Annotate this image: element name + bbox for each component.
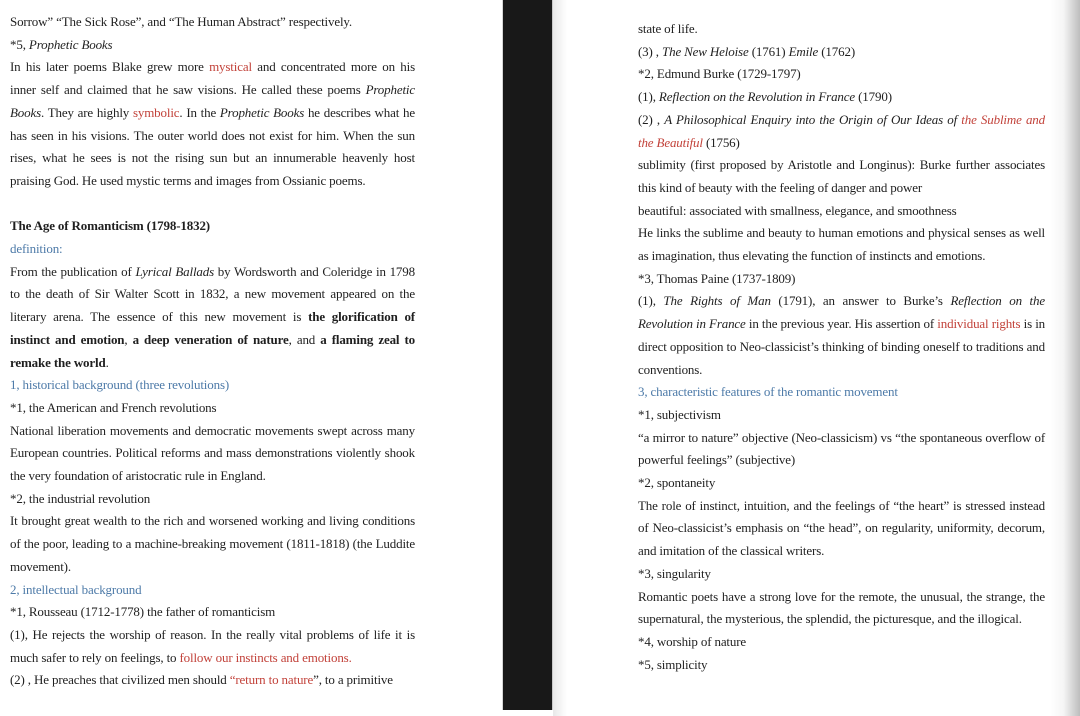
text-segment: (2) , <box>638 111 665 127</box>
text-segment: The role of instinct, intuition, and the feelings of “the heart” is stressed instead of Neo-classicist’s emphasis on “the head”, on regularity, uniformity, decorum, and imitation of the classical writers. <box>638 497 1045 559</box>
paragraph <box>638 472 1045 495</box>
text-segment-blue: definition: <box>10 241 63 257</box>
text-segment: *1, Rousseau (1712-1778) the father of romanticism <box>10 604 276 620</box>
text-segment-i: Prophetic Books <box>28 36 113 52</box>
paragraph <box>638 109 1045 154</box>
text-segment: In his later poems Blake grew more <box>10 59 210 75</box>
text-segment: “a mirror to nature” objective (Neo-classicism) vs “the spontaneous overflow of powerful feelings” (subjective) <box>638 429 1045 468</box>
paragraph <box>10 56 415 192</box>
paragraph <box>638 631 1045 654</box>
spine-edge-shadow <box>553 0 567 716</box>
text-segment: state of life. <box>638 21 698 36</box>
text-segment: He links the sublime and beauty to human emotions and physical senses as well as imagination, thus elevating the function of instincts and emotions. <box>638 225 1045 264</box>
text-segment-i: Prophetic Books <box>10 82 415 120</box>
text-segment: (1), <box>638 293 664 309</box>
paragraph <box>638 268 1045 291</box>
text-segment-r: “return to nature <box>229 672 314 688</box>
text-segment: , <box>124 331 133 347</box>
text-segment-i: Emile <box>788 43 819 59</box>
text-segment: he describes what he has seen in his visions. The outer world does not exist for him. When the sun rises, what he sees is not the rising sun but an innumerable heavenly host praising God. He used mystic terms and images from Ossianic poems. <box>10 104 415 188</box>
text-segment-i: Reflection on the Revolution in France <box>638 293 1045 332</box>
paragraph <box>638 86 1045 109</box>
text-segment: *1, the American and French revolutions <box>10 399 217 415</box>
text-segment: . In the <box>179 104 220 120</box>
text-segment-b: the glorification of instinct and emotion <box>10 309 415 347</box>
paragraph <box>638 41 1045 64</box>
text-segment: Sorrow” “The Sick Rose”, and “The Human Abstract” respectively. <box>10 14 353 29</box>
text-segment: *2, spontaneity <box>638 475 716 491</box>
text-segment: . <box>105 354 109 370</box>
text-segment: ”, to a primitive <box>313 672 393 688</box>
text-segment: is in direct opposition to Neo-classicist’s thinking of binding oneself to traditions and conventions. <box>638 316 1046 377</box>
text-segment: beautiful: associated with smallness, elegance, and smoothness <box>638 202 957 218</box>
text-segment-b: The Age of Romanticism (1798-1832) <box>10 218 210 234</box>
text-segment-b: a deep veneration of nature <box>132 331 289 347</box>
book-spine-divider <box>502 0 553 710</box>
text-segment: National liberation movements and democratic movements swept across many European countries. Political reforms and mass demonstrations violently shook the very foundation of aristocratic rule in England. <box>10 422 415 484</box>
paragraph <box>10 397 415 420</box>
paragraph <box>10 11 415 34</box>
paragraph <box>638 381 1045 404</box>
right-page <box>553 0 1080 716</box>
text-segment: Romantic poets have a strong love for the remote, the unusual, the strange, the supernatural, the mysterious, the splendid, the picturesque, and the illogical. <box>638 588 1045 627</box>
paragraph <box>10 488 415 511</box>
text-segment: (1761) <box>748 43 789 59</box>
text-segment-i: The New Heloise <box>662 43 749 59</box>
page-curl-shadow <box>1050 0 1080 716</box>
paragraph <box>10 238 415 261</box>
text-segment: , and <box>288 331 321 347</box>
text-segment: *4, worship of nature <box>638 633 747 649</box>
text-segment: *2, the industrial revolution <box>10 490 151 506</box>
text-segment: (1790) <box>855 89 892 105</box>
text-segment-r: follow our instincts and emotions. <box>179 649 352 665</box>
left-page <box>0 0 502 716</box>
text-segment: (1762) <box>818 43 855 59</box>
paragraph <box>638 495 1045 563</box>
text-segment: *3, singularity <box>638 565 711 581</box>
text-segment: by Wordsworth and Coleridge in 1798 to the death of Sir Walter Scott in 1832, a new movement appeared on the literary arena. The essence of this new movement is <box>10 263 415 325</box>
text-segment-i: A Philosophical Enquiry into the Origin of Our Ideas of <box>664 111 962 127</box>
text-segment-i: Prophetic Books <box>219 104 305 120</box>
paragraph <box>10 510 415 578</box>
text-segment: (2) , He preaches that civilized men should <box>10 672 230 688</box>
text-segment: sublimity (first proposed by Aristotle and Longinus): Burke further associates this kind of beauty with the feeling of danger and power <box>638 157 1045 195</box>
paragraph <box>10 261 415 375</box>
paragraph <box>638 200 1045 223</box>
paragraph <box>10 624 415 669</box>
text-segment-r: individual rights <box>937 316 1021 332</box>
text-segment-blue: 3, characteristic features of the romantic movement <box>638 384 898 400</box>
text-segment: (1), He rejects the worship of reason. In the really vital problems of life it is much safer to rely on feelings, to <box>10 626 415 665</box>
paragraph-gap <box>10 193 415 216</box>
text-segment-r: mystical <box>209 59 252 75</box>
paragraph <box>638 563 1045 586</box>
paragraph <box>10 374 415 397</box>
text-segment: (1), <box>638 89 659 105</box>
spine-bottom-gap <box>502 710 553 716</box>
text-segment: in the previous year. His assertion of <box>745 316 938 332</box>
text-segment: It brought great wealth to the rich and worsened working and living conditions of the poor, leading to a machine-breaking movement (1811-1818) (the Luddite movement). <box>10 513 415 574</box>
text-segment: *2, Edmund Burke (1729-1797) <box>638 66 801 82</box>
right-page-text-column <box>638 0 1045 676</box>
text-segment-i: Lyrical Ballads <box>135 263 215 279</box>
paragraph <box>638 586 1045 631</box>
text-segment: (3) , <box>638 43 663 59</box>
text-segment-ri: the Sublime and the Beautiful <box>638 111 1046 150</box>
paragraph <box>638 18 1045 41</box>
paragraph <box>10 34 415 57</box>
paragraph <box>638 63 1045 86</box>
paragraph <box>638 222 1045 267</box>
paragraph <box>10 601 415 624</box>
text-segment: (1791), an answer to Burke’s <box>770 293 951 309</box>
text-segment-i: Reflection on the Revolution in France <box>658 89 856 105</box>
paragraph <box>638 404 1045 427</box>
text-segment: *5, simplicity <box>638 656 708 672</box>
paragraph <box>10 420 415 488</box>
text-segment-r: symbolic <box>132 104 180 120</box>
paragraph <box>10 579 415 602</box>
text-segment: *1, subjectivism <box>638 406 721 422</box>
text-segment: (1756) <box>702 134 740 150</box>
left-page-text-column <box>10 0 415 692</box>
paragraph <box>638 154 1045 199</box>
text-segment: . They are highly <box>41 104 133 120</box>
text-segment: and concentrated more on his inner self and claimed that he saw visions. He called these poems <box>10 59 415 98</box>
text-segment: From the publication of <box>10 263 136 279</box>
paragraph <box>638 290 1045 381</box>
paragraph <box>10 215 415 238</box>
paragraph <box>638 654 1045 677</box>
text-segment-blue: 2, intellectual background <box>10 581 142 597</box>
text-segment-i: The Rights of Man <box>663 293 771 309</box>
paragraph <box>638 427 1045 472</box>
text-segment: *5, <box>10 36 29 52</box>
paragraph <box>10 669 415 692</box>
text-segment-blue: 1, historical background (three revolutions) <box>10 377 230 393</box>
text-segment: *3, Thomas Paine (1737-1809) <box>638 270 796 286</box>
text-segment-b: a flaming zeal to remake the world <box>10 331 416 370</box>
